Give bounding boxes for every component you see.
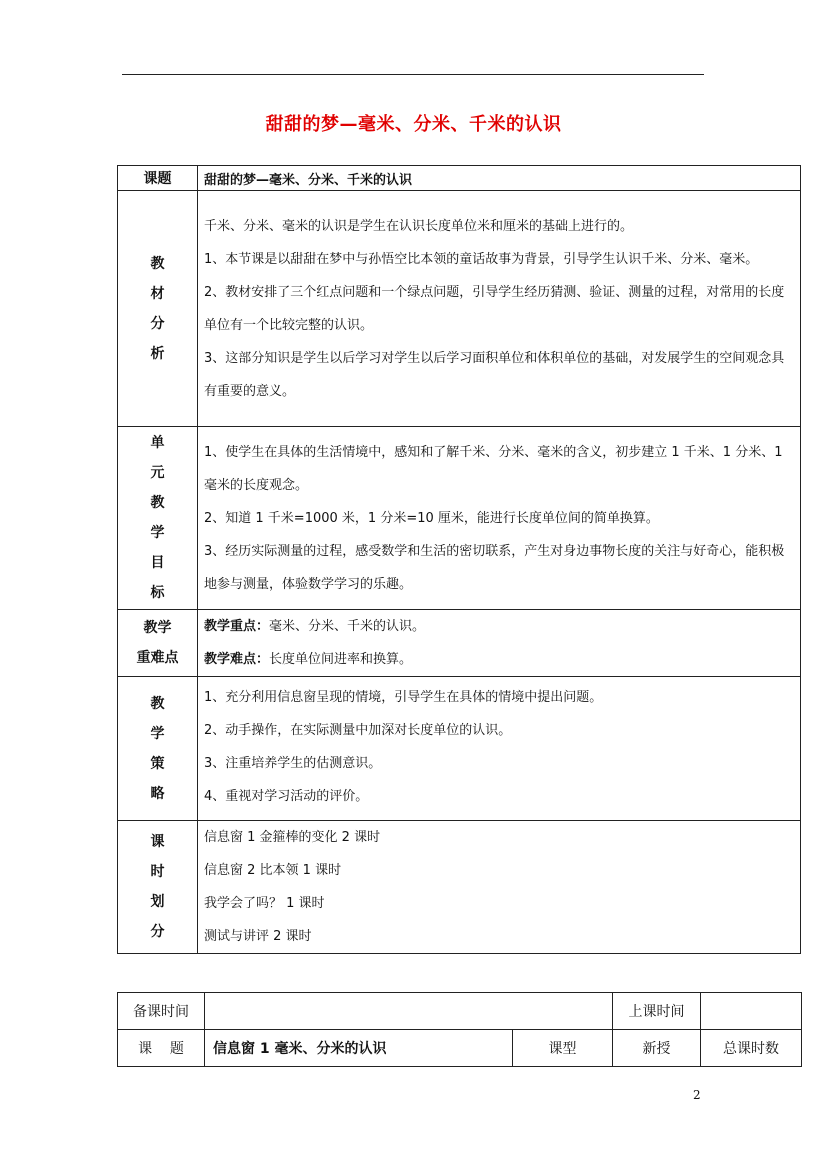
difficulty-label: 教学难点： — [204, 652, 270, 667]
strategy-line: 4、重视对学习活动的评价。 — [204, 789, 369, 804]
key-points-label — [118, 610, 198, 677]
class-time-value — [701, 993, 802, 1030]
strategy-line: 3、注重培养学生的估测意识。 — [204, 756, 382, 771]
goal-line: 2、知道 1 千米=1000 米，1 分米=10 厘米，能进行长度单位间的简单换算。 — [204, 510, 659, 526]
strategy-line: 1、充分利用信息窗呈现的情境，引导学生在具体的情境中提出问题。 — [204, 690, 603, 705]
schedule-line: 测试与讲评 2 课时 — [204, 929, 312, 944]
strategy-label-char: 教 — [150, 695, 165, 712]
prep-time-value — [205, 993, 613, 1030]
strategy-label-char: 略 — [150, 785, 165, 802]
focus-value: 毫米、分米、千米的认识。 — [269, 619, 426, 634]
schedule-label-char: 划 — [150, 894, 165, 910]
analysis-label — [118, 191, 198, 427]
analysis-line: 1、本节课是以甜甜在梦中与孙悟空比本领的童话故事为背景，引导学生认识千米、分米、毫米。 — [204, 251, 759, 267]
topic-label: 课题 — [118, 166, 198, 191]
lesson-type-label: 课型 — [513, 1030, 613, 1067]
analysis-label-char: 教 — [150, 255, 165, 272]
goals-label-char: 目 — [150, 555, 165, 571]
row-strategy — [118, 677, 801, 821]
document-title: 甜甜的梦—毫米、分米、千米的认识 — [265, 114, 562, 135]
analysis-label-char: 分 — [150, 315, 165, 332]
goals-label-char: 标 — [150, 585, 165, 601]
key-points-label-line: 教学 — [143, 620, 172, 636]
strategy-label — [118, 677, 198, 821]
difficulty-value: 长度单位间进率和换算。 — [269, 652, 413, 667]
analysis-line: 2、教材安排了三个红点问题和一个绿点问题，引导学生经历猜测、验证、测量的过程，对常用的长度单位有一个比较完整的认识。 — [204, 284, 785, 333]
row-analysis — [118, 191, 801, 427]
strategy-label-char: 学 — [150, 725, 165, 742]
schedule-label-char: 课 — [150, 834, 165, 850]
class-time-label: 上课时间 — [613, 993, 701, 1030]
schedule-label-char: 分 — [150, 924, 165, 940]
analysis-line: 3、这部分知识是学生以后学习对学生以后学习面积单位和体积单位的基础，对发展学生的空间观念具有重要的意义。 — [204, 350, 785, 399]
row-goals — [118, 427, 801, 610]
goals-label-char: 单 — [150, 435, 165, 451]
strategy-label-char: 策 — [150, 755, 165, 772]
goals-content — [198, 427, 801, 610]
schedule-label-char: 时 — [150, 864, 165, 880]
page-number: 2 — [693, 1088, 701, 1102]
analysis-label-char: 材 — [150, 285, 165, 302]
analysis-content — [198, 191, 801, 427]
focus-label: 教学重点： — [204, 619, 270, 634]
bottom-topic-value: 信息窗 1 毫米、分米的认识 — [205, 1030, 513, 1067]
strategy-line: 2、动手操作，在实际测量中加深对长度单位的认识。 — [204, 723, 512, 738]
analysis-line: 千米、分米、毫米的认识是学生在认识长度单位米和厘米的基础上进行的。 — [204, 218, 634, 234]
row-key-points — [118, 610, 801, 677]
key-points-label-line: 重难点 — [136, 650, 179, 666]
schedule-content — [198, 821, 801, 954]
schedule-line: 我学会了吗？ 1 课时 — [204, 896, 325, 911]
bottom-topic-label: 课 题 — [118, 1030, 205, 1067]
prep-time-label: 备课时间 — [118, 993, 205, 1030]
analysis-label-char: 析 — [150, 345, 165, 362]
goal-line: 1、使学生在具体的生活情境中，感知和了解千米、分米、毫米的含义，初步建立 1 千米、1 分米、1 毫米的长度观念。 — [204, 444, 783, 493]
goals-label-char: 学 — [150, 525, 165, 541]
goal-line: 3、经历实际测量的过程，感受数学和生活的密切联系，产生对身边事物长度的关注与好奇心，能积极地参与测量，体验数学学习的乐趣。 — [204, 543, 785, 592]
lesson-type-value: 新授 — [613, 1030, 701, 1067]
schedule-line: 信息窗 1 金箍棒的变化 2 课时 — [204, 830, 381, 845]
topic-value: 甜甜的梦—毫米、分米、千米的认识 — [198, 166, 801, 191]
header-rule — [122, 74, 704, 75]
row-topic — [118, 166, 801, 191]
schedule-line: 信息窗 2 比本领 1 课时 — [204, 863, 342, 878]
key-points-content — [198, 610, 801, 677]
class-info-row-topic — [118, 1030, 802, 1067]
row-schedule — [118, 821, 801, 954]
goals-label-char: 教 — [150, 495, 165, 511]
strategy-content — [198, 677, 801, 821]
class-info-row-time — [118, 993, 802, 1030]
lesson-plan-table — [117, 165, 801, 954]
goals-label-char: 元 — [150, 465, 165, 481]
schedule-label — [118, 821, 198, 954]
total-hours-label: 总课时数 — [701, 1030, 802, 1067]
class-info-table — [117, 992, 802, 1067]
goals-label — [118, 427, 198, 610]
